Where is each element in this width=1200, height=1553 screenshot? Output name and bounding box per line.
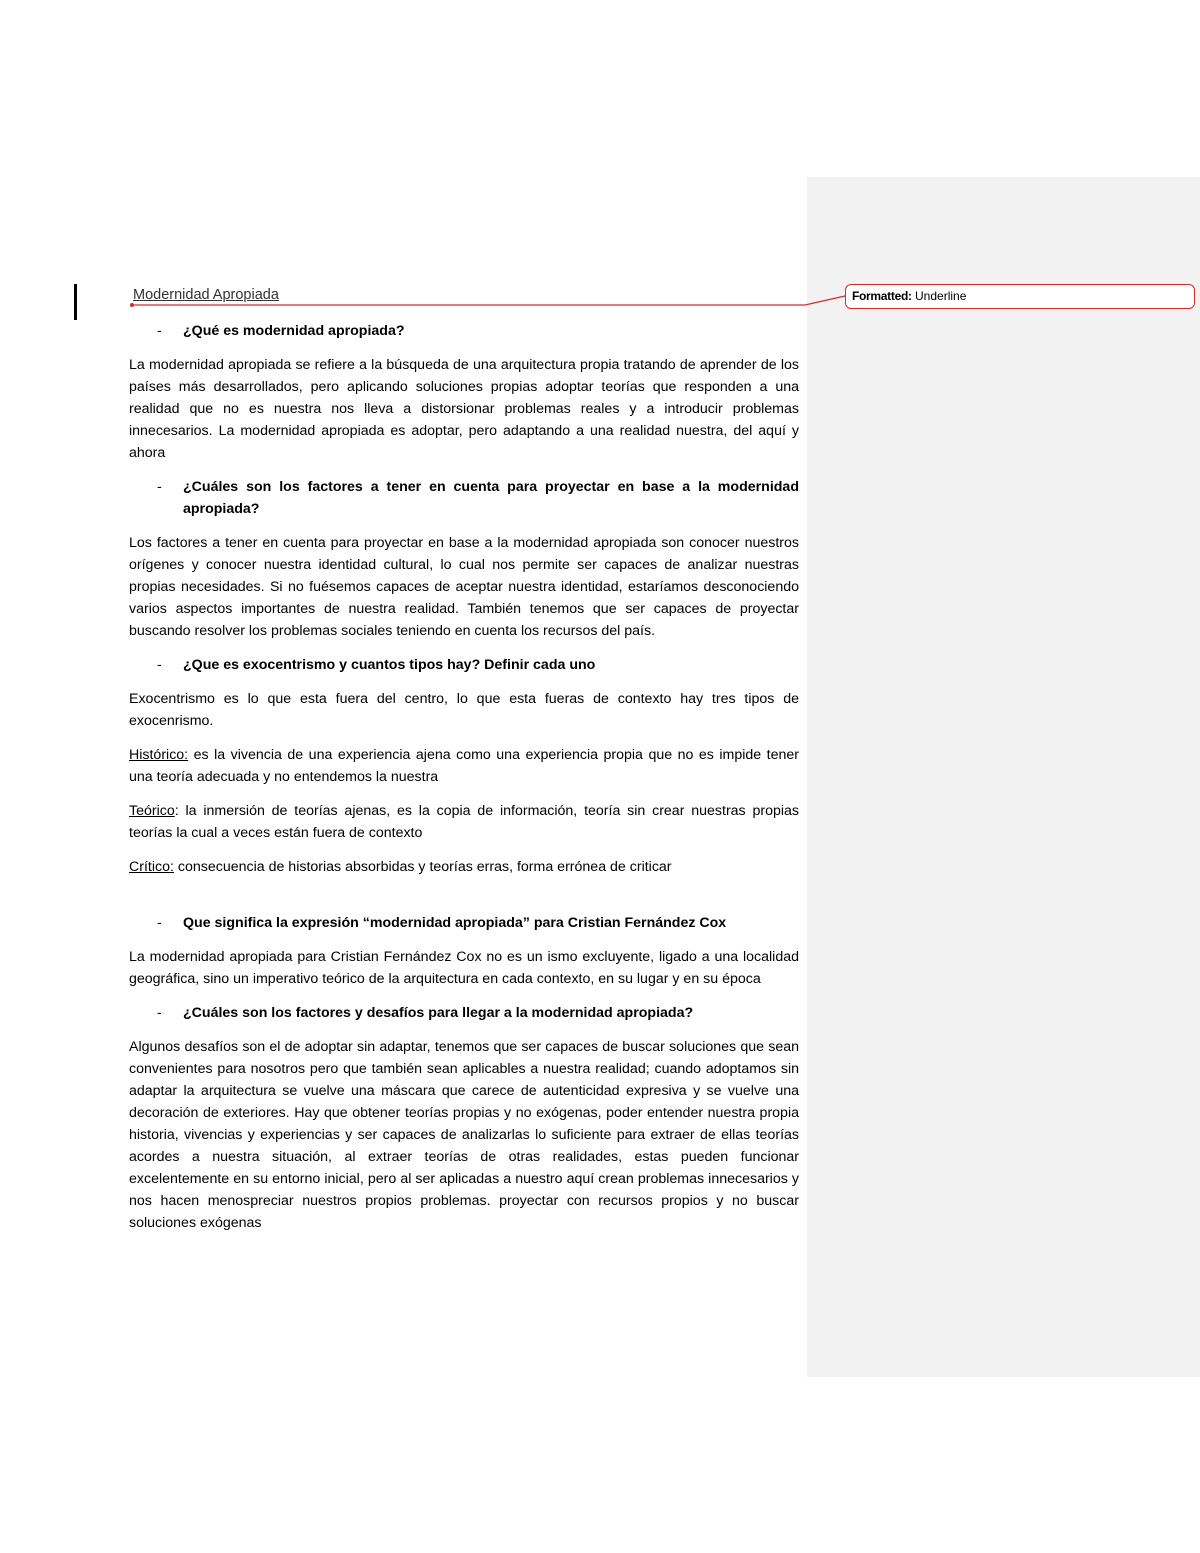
formatting-comment-balloon[interactable]	[845, 284, 1195, 309]
question-5	[129, 1002, 799, 1024]
question-1	[129, 320, 799, 342]
question-2-text: ¿Cuáles son los factores a tener en cuenta para proyectar en base a la modernidad apropiada?	[183, 479, 799, 517]
critico-term: Crítico:	[129, 859, 174, 875]
bullet-dash: -	[157, 1005, 162, 1021]
historico-text: es la vivencia de una experiencia ajena como una experiencia propia que no es impide tener una teoría adecuada y no entendemos la nuestra	[129, 747, 799, 785]
question-3	[129, 654, 799, 676]
markup-pane	[807, 177, 1200, 1377]
question-1-text: ¿Qué es modernidad apropiada?	[183, 323, 405, 339]
bullet-dash: -	[157, 323, 162, 339]
question-3-text: ¿Que es exocentrismo y cuantos tipos hay? Definir cada uno	[183, 657, 596, 673]
historico-paragraph	[129, 744, 799, 788]
answer-4: La modernidad apropiada para Cristian Fernández Cox no es un ismo excluyente, ligado a una localidad geográfica, sino un imperativo teórico de la arquitectura en cada contexto, en su lugar y en su época	[129, 949, 799, 987]
answer-1: La modernidad apropiada se refiere a la búsqueda de una arquitectura propia tratando de aprender de los países más desarrollados, pero aplicando soluciones propias adoptar teorías que responden a una realidad que no es nuestra nos lleva a distorsionar problemas reales y a introducir problemas innecesarios. La modernidad apropiada es adoptar, pero adaptando a una realidad nuestra, del aquí y ahora	[129, 357, 799, 461]
comment-label: Formatted:	[852, 289, 912, 303]
teorico-term: Teórico	[129, 803, 175, 819]
bullet-dash: -	[157, 657, 162, 673]
critico-paragraph	[129, 856, 799, 878]
document-body	[129, 284, 799, 1246]
historico-term: Histórico:	[129, 747, 189, 763]
question-5-text: ¿Cuáles son los factores y desafíos para llegar a la modernidad apropiada?	[183, 1005, 694, 1021]
question-4-text: Que significa la expresión “modernidad apropiada” para Cristian Fernández Cox	[183, 915, 727, 931]
answer-3: Exocentrismo es lo que esta fuera del centro, lo que esta fueras de contexto hay tres tipos de exocenrismo.	[129, 691, 799, 729]
change-bar	[74, 284, 77, 320]
question-4	[129, 912, 799, 934]
comment-text: Underline	[911, 289, 967, 303]
teorico-text: : la inmersión de teorías ajenas, es la copia de información, teoría sin crear nuestras propias teorías la cual a veces están fuera de contexto	[129, 803, 799, 841]
answer-5: Algunos desafíos son el de adoptar sin adaptar, tenemos que ser capaces de buscar soluciones que sean convenientes para nosotros pero que también sean aplicables a nuestra realidad; cuando adoptamos sin adaptar la arquitectura se vuelve una máscara que carece de autenticidad expresiva y se vuelve una decoración de exteriores. Hay que obtener teorías propias y no exógenas, poder entender nuestra propia historia, vivencias y experiencias y ser capaces de analizarlas lo suficiente para extraer de ellas teorías acordes a nuestra situación, al extraer teorías de otras realidades, estas pueden funcionar excelentemente en su entorno inicial, pero al ser aplicadas a nuestro aquí crean problemas innecesarios y nos hacen menospreciar nuestros propios problemas. proyectar con recursos propios y no buscar soluciones exógenas	[129, 1039, 799, 1231]
bullet-dash: -	[157, 479, 162, 495]
critico-text: consecuencia de historias absorbidas y teorías erras, forma errónea de criticar	[173, 859, 672, 875]
teorico-paragraph	[129, 800, 799, 844]
bullet-dash: -	[157, 915, 162, 931]
document-title: Modernidad Apropiada	[133, 287, 279, 303]
question-2	[129, 476, 799, 520]
answer-2: Los factores a tener en cuenta para proyectar en base a la modernidad apropiada son conocer nuestros orígenes y conocer nuestra identidad cultural, lo cual nos permite ser capaces de analizar nuestras propias necesidades. Si no fuésemos capaces de aceptar nuestra identidad, estaríamos desconociendo varios aspectos importantes de nuestra realidad. También tenemos que ser capaces de proyectar buscando resolver los problemas sociales teniendo en cuenta los recursos del país.	[129, 535, 799, 639]
